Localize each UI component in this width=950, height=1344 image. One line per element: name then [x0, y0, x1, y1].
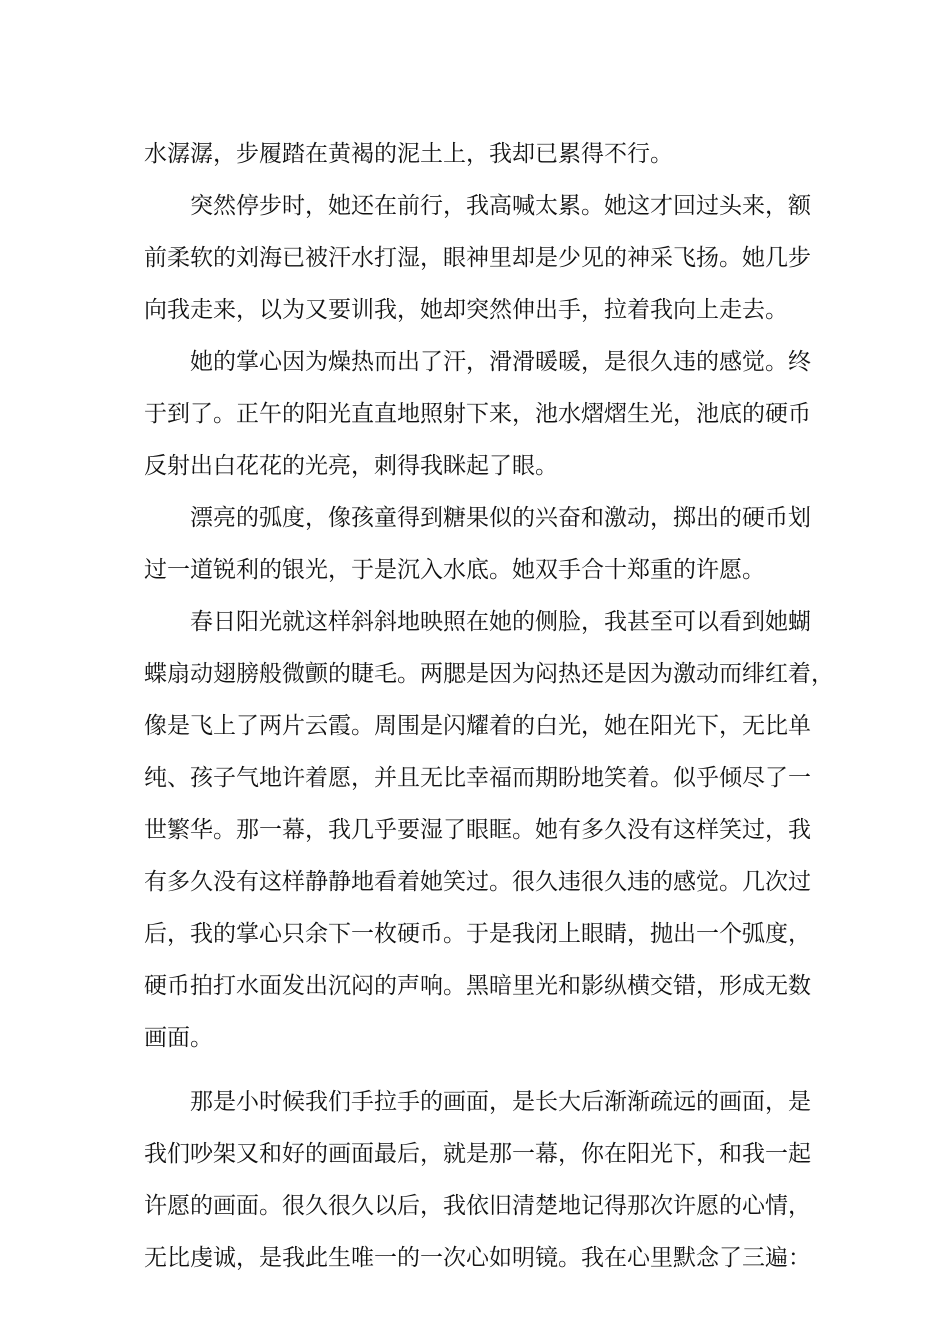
text-line: 有多久没有这样静静地看着她笑过。很久违很久违的感觉。几次过	[144, 869, 811, 895]
text-line: 春日阳光就这样斜斜地映照在她的侧脸，我甚至可以看到她蝴	[190, 609, 811, 635]
text-line: 水潺潺，步履踏在黄褐的泥土上，我却已累得不行。	[144, 141, 673, 167]
text-line: 她的掌心因为燥热而出了汗，滑滑暖暖，是很久违的感觉。终	[190, 349, 811, 375]
text-line: 世繁华。那一幕，我几乎要湿了眼眶。她有多久没有这样笑过，我	[144, 817, 811, 843]
text-line: 向我走来，以为又要训我，她却突然伸出手，拉着我向上走去。	[144, 297, 788, 323]
text-line: 我们吵架又和好的画面最后，就是那一幕，你在阳光下，和我一起	[144, 1141, 811, 1167]
paragraph-1	[144, 128, 808, 180]
body-text	[144, 128, 834, 1284]
text-line: 突然停步时，她还在前行，我高喊太累。她这才回过头来，额	[190, 193, 811, 219]
text-line: 过一道锐利的银光，于是沉入水底。她双手合十郑重的许愿。	[144, 557, 765, 583]
text-line: 前柔软的刘海已被汗水打湿，眼神里却是少见的神采飞扬。她几步	[144, 245, 811, 271]
text-line: 无比虔诚，是我此生唯一的一次心如明镜。我在心里默念了三遍：	[144, 1245, 811, 1271]
paragraph-4	[144, 492, 811, 596]
text-line: 反射出白花花的光亮，刺得我眯起了眼。	[144, 453, 558, 479]
paragraph-6	[144, 1076, 811, 1284]
paragraph-5	[144, 596, 834, 1064]
text-line: 像是飞上了两片云霞。周围是闪耀着的白光，她在阳光下，无比单	[144, 713, 811, 739]
text-line: 许愿的画面。很久很久以后，我依旧清楚地记得那次许愿的心情，	[144, 1193, 811, 1219]
paragraph-3	[144, 336, 811, 492]
text-line: 画面。	[144, 1025, 213, 1051]
text-line: 漂亮的弧度，像孩童得到糖果似的兴奋和激动，掷出的硬币划	[190, 505, 811, 531]
text-line: 硬币拍打水面发出沉闷的声响。黑暗里光和影纵横交错，形成无数	[144, 973, 811, 999]
text-line: 蝶扇动翅膀般微颤的睫毛。两腮是因为闷热还是因为激动而绯红着，	[144, 661, 834, 687]
paragraph-2	[144, 180, 811, 336]
text-line: 于到了。正午的阳光直直地照射下来，池水熠熠生光，池底的硬币	[144, 401, 811, 427]
text-line: 后，我的掌心只余下一枚硬币。于是我闭上眼睛，抛出一个弧度，	[144, 921, 811, 947]
text-line: 纯、孩子气地许着愿，并且无比幸福而期盼地笑着。似乎倾尽了一	[144, 765, 811, 791]
text-line: 那是小时候我们手拉手的画面，是长大后渐渐疏远的画面，是	[190, 1089, 811, 1115]
